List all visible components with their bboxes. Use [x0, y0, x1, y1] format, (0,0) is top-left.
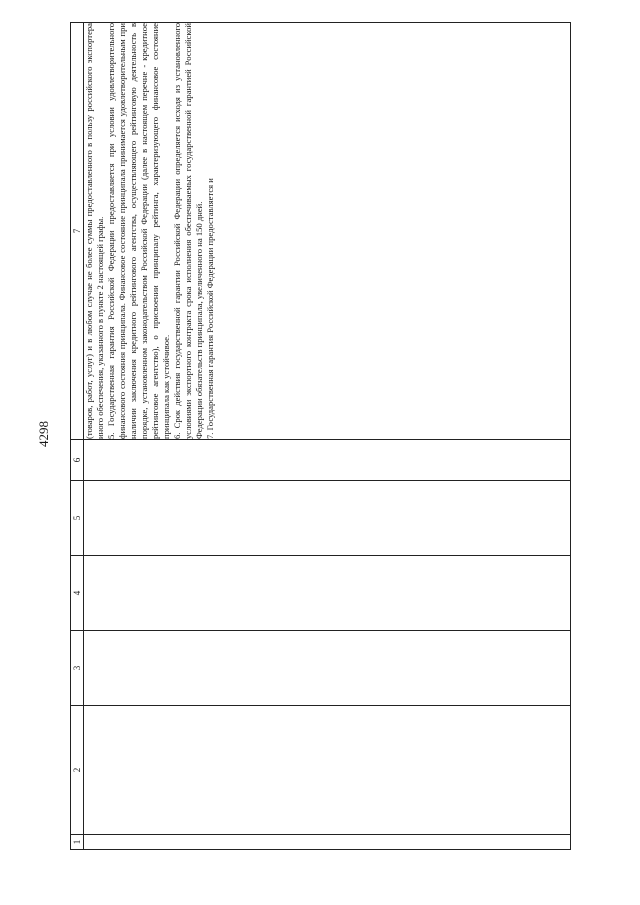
cell-col-2	[84, 706, 571, 835]
page-number: 4298	[36, 421, 51, 447]
rotated-table-area	[70, 23, 570, 850]
column-header-5: 5	[71, 481, 84, 556]
table-row	[84, 23, 571, 850]
paragraph-7: 7. Государственная гарантия Российской Федерации предоставляется и	[205, 178, 215, 439]
column-header-2: 2	[71, 706, 84, 835]
column-number-row	[71, 23, 84, 850]
cell-col-3	[84, 631, 571, 706]
cell-col-4	[84, 556, 571, 631]
document-table	[70, 22, 571, 850]
column-header-1: 1	[71, 835, 84, 850]
cell-col-6	[84, 440, 571, 481]
cell-col-7	[84, 23, 571, 440]
column-header-4: 4	[71, 556, 84, 631]
column-header-7: 7	[71, 23, 84, 440]
cell-col-5	[84, 481, 571, 556]
column-header-3: 3	[71, 631, 84, 706]
column-header-6: 6	[71, 440, 84, 481]
cell-col-1	[84, 835, 571, 850]
paragraph-5: 5. Государственная гарантия Российской Федерации предоставляется при условии удовлетворительного финансового состояния принципала. Финансовое состояние принципала принимается удовлетворительным при наличии заключения кредитного рейтингового агентства, осуществляющего рейтинговую деятельность в порядке, установленном законодательством Российской Федерации (далее в настоящем перечне - кредитное рейтинговое агентство), о присвоении принципалу рейтинга, характеризующего финансовое состояние принципала как устойчивое.	[106, 23, 171, 439]
rotated-table-wrapper	[70, 23, 570, 850]
paragraph-continuation: (товаров, работ, услуг) и в любом случае не более суммы предоставленного в пользу российского экспортера иного обеспечения, указанного в пункте 2 настоящей графы.	[84, 23, 105, 439]
paragraph-6: 6. Срок действия государственной гарантии Российской Федерации определяется исходя из установленного условиями экспортного контракта срока исполнения обеспечиваемых государственной гарантией Российской Федерации обязательств принципала, увеличенного на 150 дней.	[172, 23, 204, 439]
